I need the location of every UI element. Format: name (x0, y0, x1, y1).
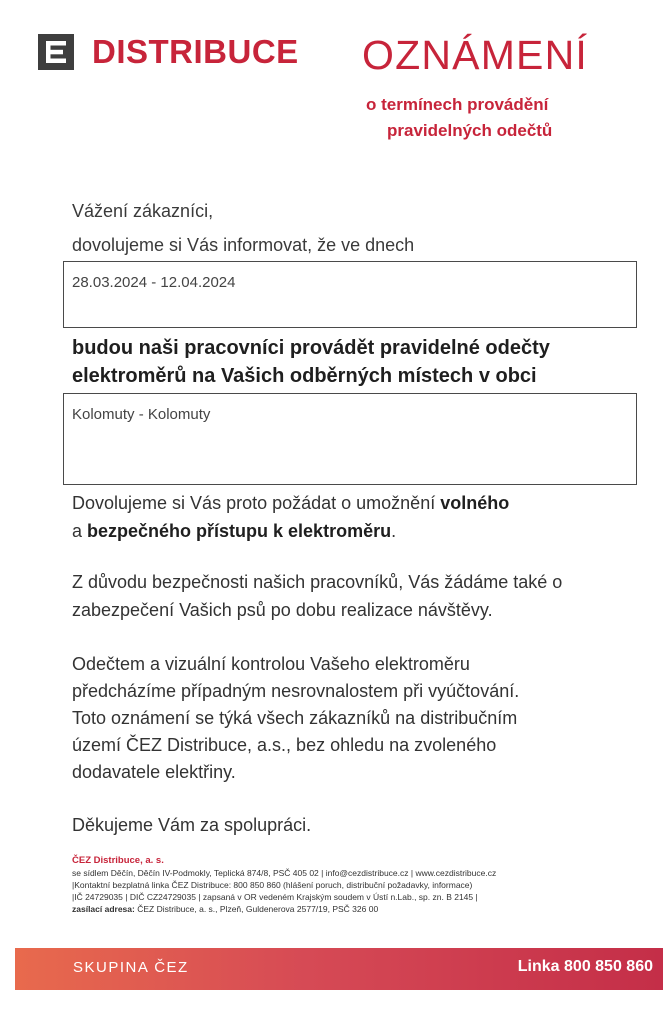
info-line5: dodavatele elektřiny. (72, 762, 236, 782)
dogs-paragraph (72, 568, 562, 624)
company-hotline-info: |Kontaktní bezplatná linka ČEZ Distribuce: 800 850 860 (hlášení poruch, distribuční požadavky, informace) (72, 880, 473, 890)
company-registration: |IČ 24729035 | DIČ CZ24729035 | zapsaná v OR vedeném Krajským soudem v Ústí n.Lab., sp. zn. B 2145 | (72, 892, 478, 902)
thanks-text: Děkujeme Vám za spolupráci. (72, 815, 312, 835)
reading-statement-line2: elektroměrů na Vašich odběrných místech v obci (72, 365, 537, 387)
intro-text: dovolujeme si Vás informovat, že ve dnech (72, 235, 415, 255)
notice-subtitle-line1: o termínech provádění (366, 95, 549, 114)
dogs-line2: zabezpečení Vašich psů po dobu realizace návštěvy. (72, 600, 493, 620)
info-line3: Toto oznámení se týká všech zákazníků na distribučním (72, 708, 518, 728)
access-text-end: . (391, 521, 397, 541)
mailing-value: ČEZ Distribuce, a. s., Plzeň, Guldenerova 2577/19, PSČ 326 00 (134, 904, 379, 914)
access-request-paragraph (72, 489, 509, 545)
access-text-bold-a: volného (440, 493, 510, 513)
info-line2: předcházíme případným nesrovnalostem při vyúčtování. (72, 681, 520, 701)
access-text-bold-b: bezpečného přístupu k elektroměru (87, 521, 392, 541)
cez-e-logo-icon (38, 34, 74, 70)
reading-statement-line1: budou naši pracovníci provádět pravidelné odečty (72, 337, 550, 359)
company-address: se sídlem Děčín, Děčín IV-Podmokly, Teplická 874/8, PSČ 405 02 | info@cezdistribuce.cz | www.cezdistribuce.cz (72, 868, 497, 878)
notice-subtitle (366, 92, 552, 144)
company-mailing-address (72, 903, 652, 915)
notice-title: OZNÁMENÍ (362, 32, 588, 78)
greeting: Vážení zákazníci, (72, 201, 214, 221)
reading-statement (72, 334, 550, 390)
footer-bar (15, 948, 663, 990)
info-line1: Odečtem a vizuální kontrolou Vašeho elektroměru (72, 654, 470, 674)
info-paragraph (72, 651, 519, 786)
mailing-label: zasílací adresa: (72, 904, 135, 914)
dogs-line1: Z důvodu bezpečnosti našich pracovníků, Vás žádáme také o (72, 572, 563, 592)
notice-subtitle-line2: pravidelných odečtů (387, 121, 553, 140)
brand-name: DISTRIBUCE (92, 33, 299, 70)
place-value: Kolomuty - Kolomuty (72, 406, 211, 423)
access-text-a: Dovolujeme si Vás proto požádat o umožnění (72, 493, 441, 513)
dates-value: 28.03.2024 - 12.04.2024 (72, 274, 236, 291)
company-name: ČEZ Distribuce, a. s. (72, 855, 164, 866)
company-info (72, 855, 652, 915)
access-text-c: a (72, 521, 88, 541)
group-label: SKUPINA ČEZ (73, 959, 189, 976)
info-line4: území ČEZ Distribuce, a.s., bez ohledu na zvoleného (72, 735, 497, 755)
place-field (63, 393, 637, 485)
dates-field (63, 261, 637, 328)
hotline-label: Linka 800 850 860 (517, 958, 653, 975)
